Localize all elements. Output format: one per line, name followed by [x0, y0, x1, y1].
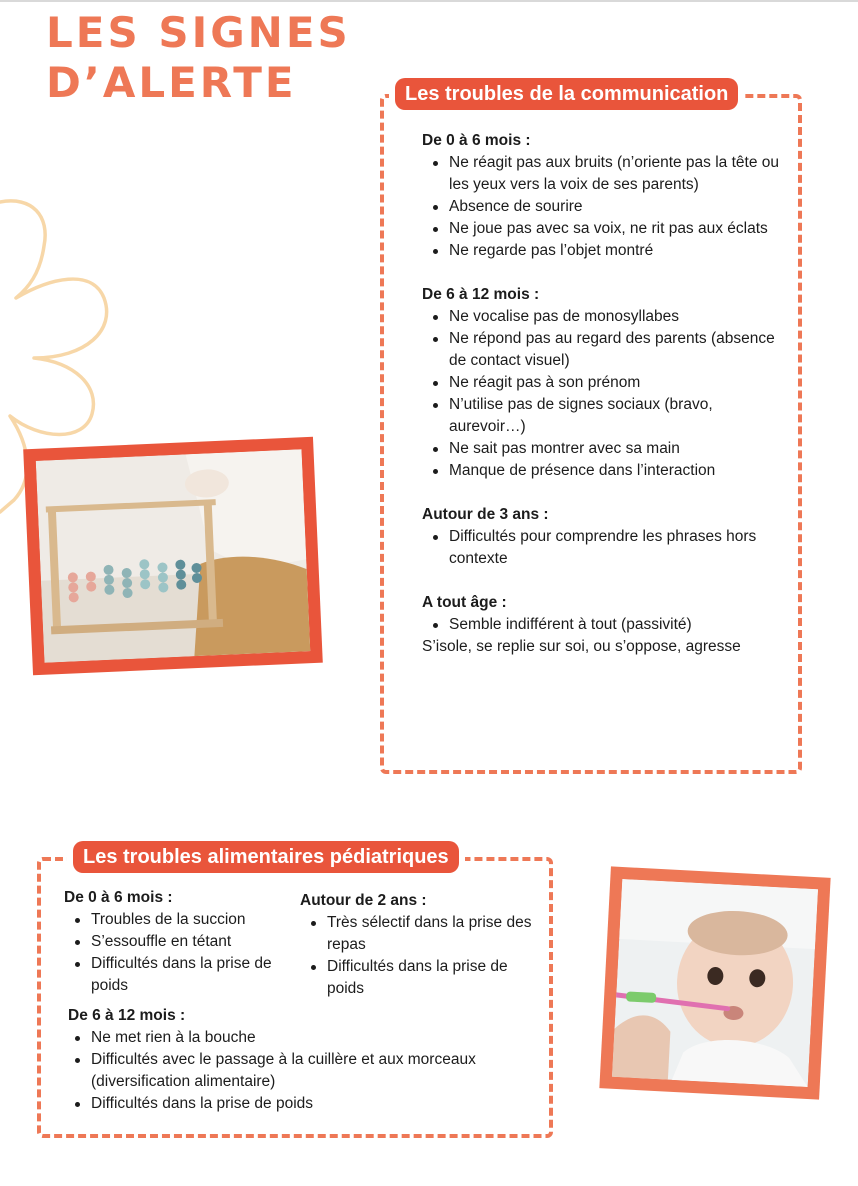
list-item: Manque de présence dans l’interaction	[449, 460, 782, 482]
list-item: Difficultés pour comprendre les phrases hors contexte	[449, 526, 782, 570]
child-abacus-photo-icon	[36, 449, 311, 662]
comm-list	[422, 306, 782, 482]
list-item: Semble indifférent à tout (passivité)	[449, 614, 782, 636]
comm-group-6-12-months	[422, 284, 782, 482]
list-item: Ne sait pas montrer avec sa main	[449, 438, 782, 460]
comm-free-text: S’isole, se replie sur soi, ou s’oppose, agresse	[422, 638, 741, 655]
list-item: Très sélectif dans la prise des repas	[327, 912, 540, 956]
comm-group-heading: A tout âge :	[422, 594, 507, 611]
comm-group-heading: De 0 à 6 mois :	[422, 132, 531, 149]
list-item: Ne regarde pas l’objet montré	[449, 240, 782, 262]
list-item: Ne répond pas au regard des parents (absence de contact visuel)	[449, 328, 782, 372]
comm-group-heading: De 6 à 12 mois :	[422, 286, 540, 303]
feeding-list	[300, 912, 540, 1000]
feeding-group-heading: De 6 à 12 mois :	[68, 1007, 186, 1024]
list-item: S’essouffle en tétant	[91, 931, 294, 953]
baby-photo-frame	[599, 866, 830, 1099]
list-item: Difficultés dans la prise de poids	[91, 953, 294, 997]
page-title	[46, 8, 351, 108]
feeding-group-heading: De 0 à 6 mois :	[64, 889, 173, 906]
list-item: N’utilise pas de signes sociaux (bravo, aurevoir…)	[449, 394, 782, 438]
baby-spoon-photo-icon	[612, 879, 818, 1087]
list-item: Troubles de la succion	[91, 909, 294, 931]
feeding-group-2-years	[300, 890, 540, 1000]
list-item: Difficultés dans la prise de poids	[91, 1093, 548, 1115]
comm-group-0-6-months	[422, 130, 782, 262]
feeding-heading: Les troubles alimentaires pédiatriques	[73, 841, 459, 873]
top-rule	[0, 0, 858, 2]
list-item: Ne réagit pas à son prénom	[449, 372, 782, 394]
abacus-photo-frame	[23, 437, 323, 675]
feeding-group-heading: Autour de 2 ans :	[300, 892, 427, 909]
comm-list	[422, 152, 782, 262]
comm-group-3-years	[422, 504, 782, 570]
comm-list	[422, 614, 782, 636]
list-item: Ne joue pas avec sa voix, ne rit pas aux éclats	[449, 218, 782, 240]
list-item: Absence de sourire	[449, 196, 782, 218]
feeding-group-6-12-months	[68, 1005, 548, 1115]
list-item: Difficultés dans la prise de poids	[327, 956, 540, 1000]
communication-heading: Les troubles de la communication	[395, 78, 738, 110]
list-item: Difficultés avec le passage à la cuillère et aux morceaux (diversification alimentaire)	[91, 1049, 548, 1093]
comm-list	[422, 526, 782, 570]
list-item: Ne vocalise pas de monosyllabes	[449, 306, 782, 328]
comm-group-any-age	[422, 592, 782, 658]
list-item: Ne réagit pas aux bruits (n’oriente pas la tête ou les yeux vers la voix de ses parents)	[449, 152, 782, 196]
page-title-line-1: LES SIGNES	[46, 8, 351, 57]
page-title-line-2: D’ALERTE	[46, 58, 297, 107]
feeding-list	[68, 1027, 548, 1115]
communication-content	[422, 130, 782, 680]
comm-group-heading: Autour de 3 ans :	[422, 506, 549, 523]
feeding-group-0-6-months	[64, 887, 294, 997]
feeding-list	[64, 909, 294, 997]
list-item: Ne met rien à la bouche	[91, 1027, 548, 1049]
